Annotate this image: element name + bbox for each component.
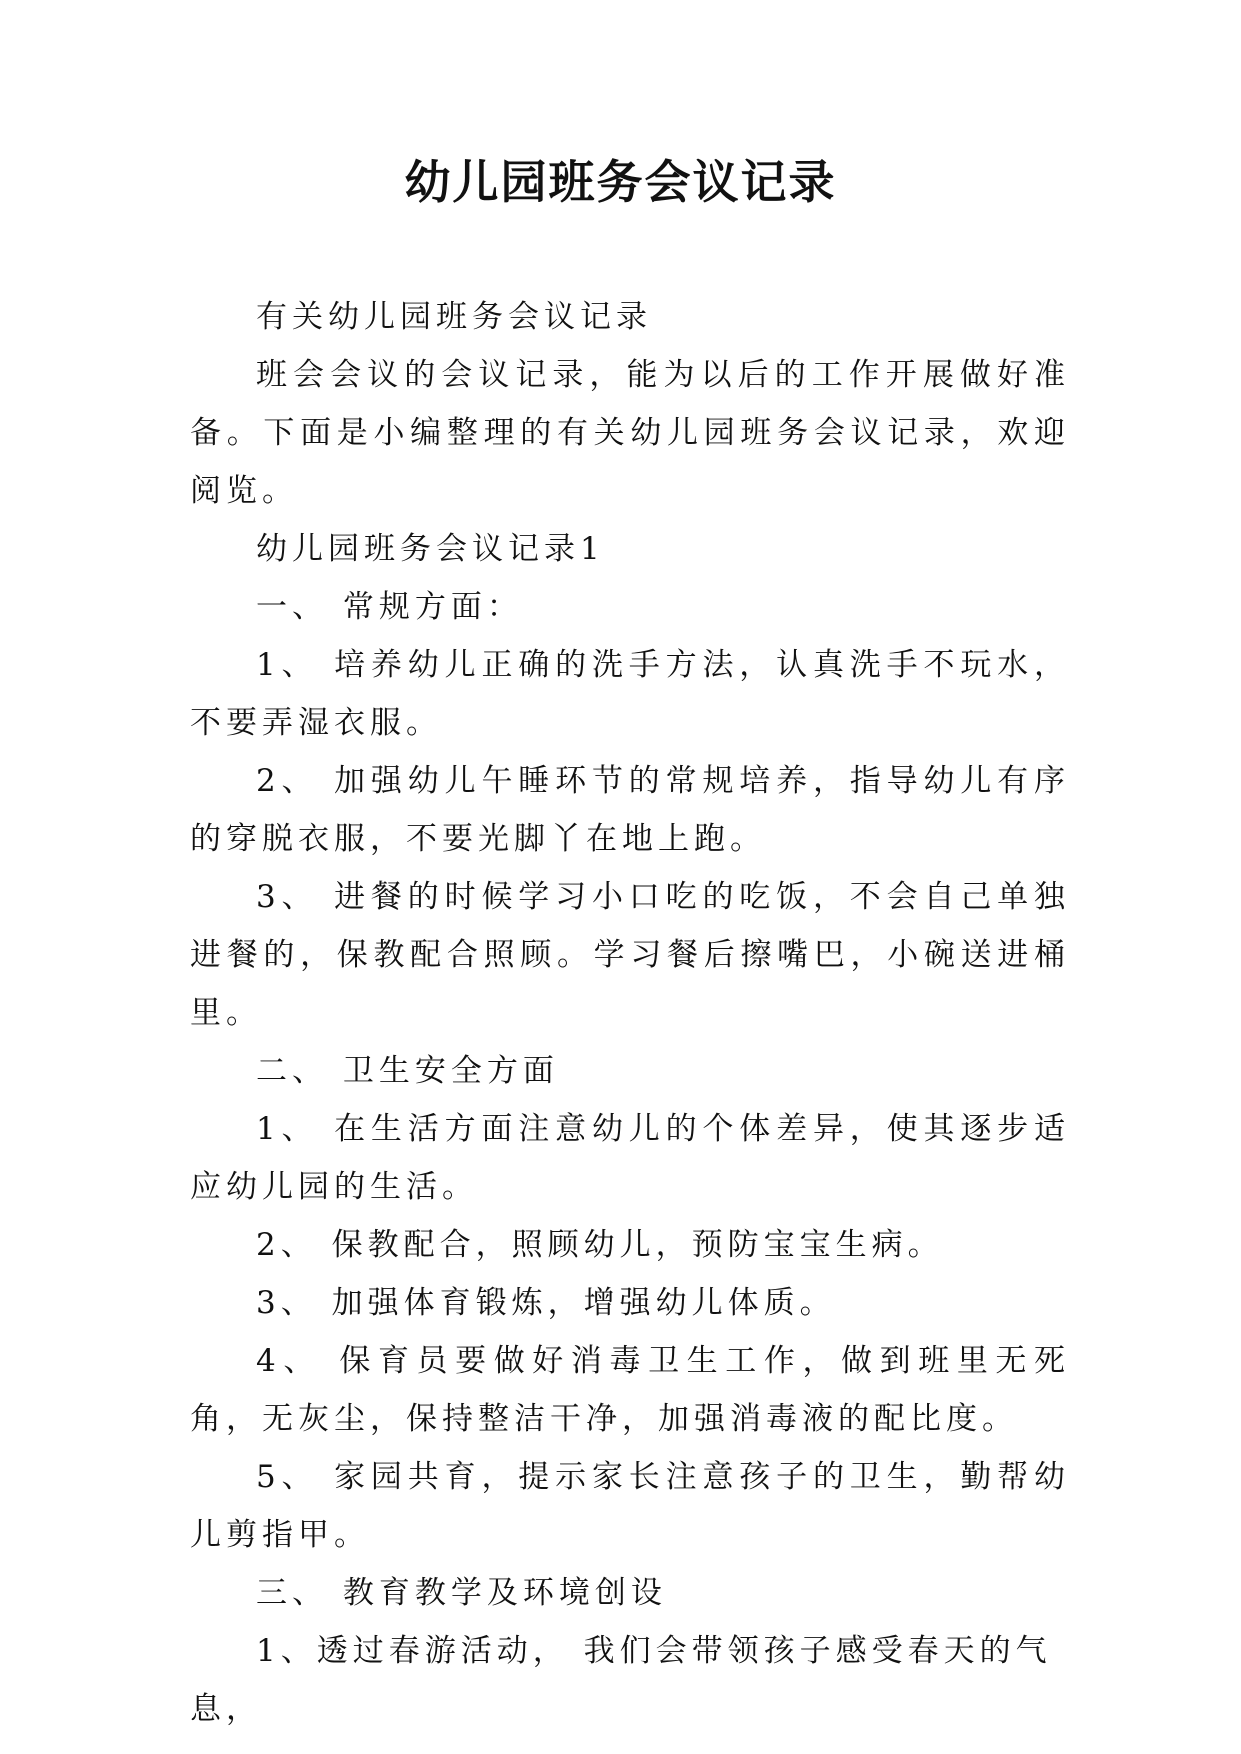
list-item: 2、 保教配合，照顾幼儿，预防宝宝生病。 xyxy=(256,1227,944,1263)
paragraph-subtitle: 有关幼儿园班务会议记录 xyxy=(256,299,652,335)
paragraph-intro: 班会会议的会议记录，能为以后的工作开展做好准备。下面是小编整理的有关幼儿园班务会议记录，欢迎阅览。 xyxy=(190,357,1070,509)
list-item: 1、 在生活方面注意幼儿的个体差异，使其逐步适应幼儿园的生活。 xyxy=(190,1111,1070,1205)
list-item: 2、 加强幼儿午睡环节的常规培养，指导幼儿有序的穿脱衣服，不要光脚丫在地上跑。 xyxy=(190,763,1070,857)
list-item: 1、 培养幼儿正确的洗手方法，认真洗手不玩水，不要弄湿衣服。 xyxy=(190,647,1070,741)
section-heading-routine: 一、 常规方面： xyxy=(256,589,523,625)
list-item: 1、透过春游活动， 我们会带领孩子感受春天的气息， xyxy=(190,1633,1052,1727)
list-item: 5、 家园共育，提示家长注意孩子的卫生，勤帮幼儿剪指甲。 xyxy=(190,1459,1070,1553)
list-item: 3、 进餐的时候学习小口吃的吃饭，不会自己单独进餐的，保教配合照顾。学习餐后擦嘴巴，小碗送进桶里。 xyxy=(190,879,1070,1031)
paragraph-record-heading: 幼儿园班务会议记录1 xyxy=(256,531,605,567)
list-item: 3、 加强体育锻炼，增强幼儿体质。 xyxy=(256,1285,836,1321)
section-heading-education: 三、 教育教学及环境创设 xyxy=(256,1575,667,1611)
section-heading-hygiene-safety: 二、 卫生安全方面 xyxy=(256,1053,559,1089)
document-title: 幼儿园班务会议记录 xyxy=(404,155,837,209)
document-body xyxy=(190,288,1070,1738)
list-item: 4、 保育员要做好消毒卫生工作，做到班里无死角，无灰尘，保持整洁干净，加强消毒液的配比度。 xyxy=(190,1343,1070,1437)
